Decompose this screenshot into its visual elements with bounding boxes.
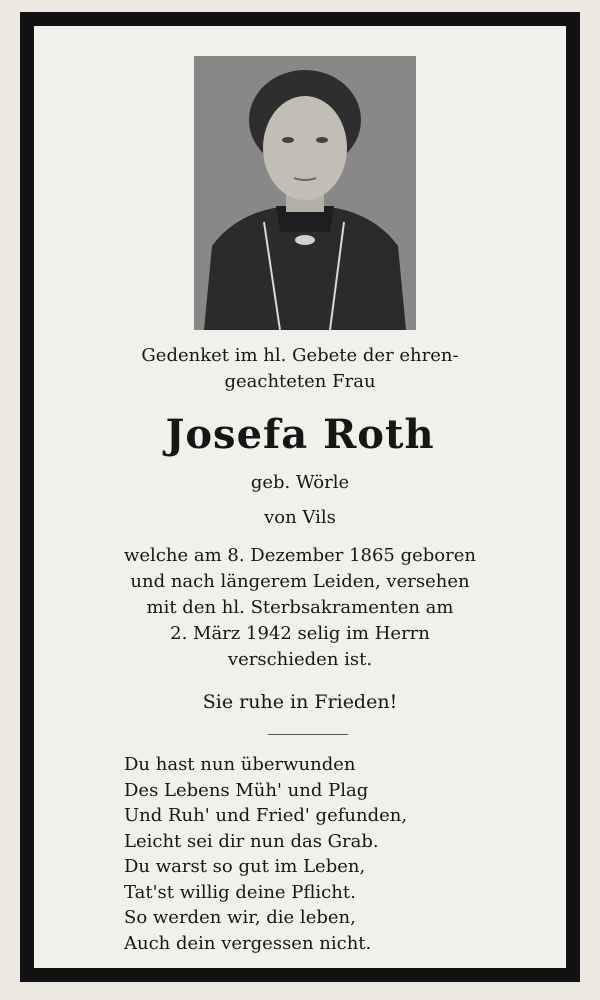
poem-line: Leicht sei dir nun das Grab. [124, 830, 379, 852]
details-line: welche am 8. Dezember 1865 geboren [124, 545, 476, 566]
details-line: verschieden ist. [227, 649, 373, 670]
details-line: 2. März 1942 selig im Herrn [170, 623, 430, 644]
portrait-photo [194, 56, 416, 330]
poem-line: Du hast nun überwunden [124, 754, 356, 775]
poem-line: So werden wir, die leben, [124, 907, 356, 928]
hometown: von Vils [264, 507, 336, 528]
life-details [60, 543, 540, 673]
intro-line: Gedenket im hl. Gebete der ehren- [141, 345, 459, 366]
details-line: mit den hl. Sterbsakramenten am [146, 597, 454, 618]
birth-name: geb. Wörle [250, 472, 350, 493]
intro-text [60, 343, 540, 395]
poem-line: Du warst so gut im Leben, [124, 856, 366, 877]
intro-line: geachteten Frau [224, 371, 376, 392]
poem-line: Auch dein vergessen nicht. [124, 932, 372, 954]
rest-in-peace-line: Sie ruhe in Frieden! [202, 691, 398, 713]
details-line: und nach längerem Leiden, versehen [130, 571, 470, 592]
poem-line: Des Lebens Müh' und Plag [124, 779, 369, 801]
deceased-name: Josefa Roth [165, 411, 435, 458]
memorial-poem [124, 752, 484, 956]
divider-line [268, 734, 348, 735]
poem-line: Und Ruh' und Fried' gefunden, [124, 805, 408, 826]
poem-line: Tat'st willig deine Pflicht. [124, 881, 356, 903]
